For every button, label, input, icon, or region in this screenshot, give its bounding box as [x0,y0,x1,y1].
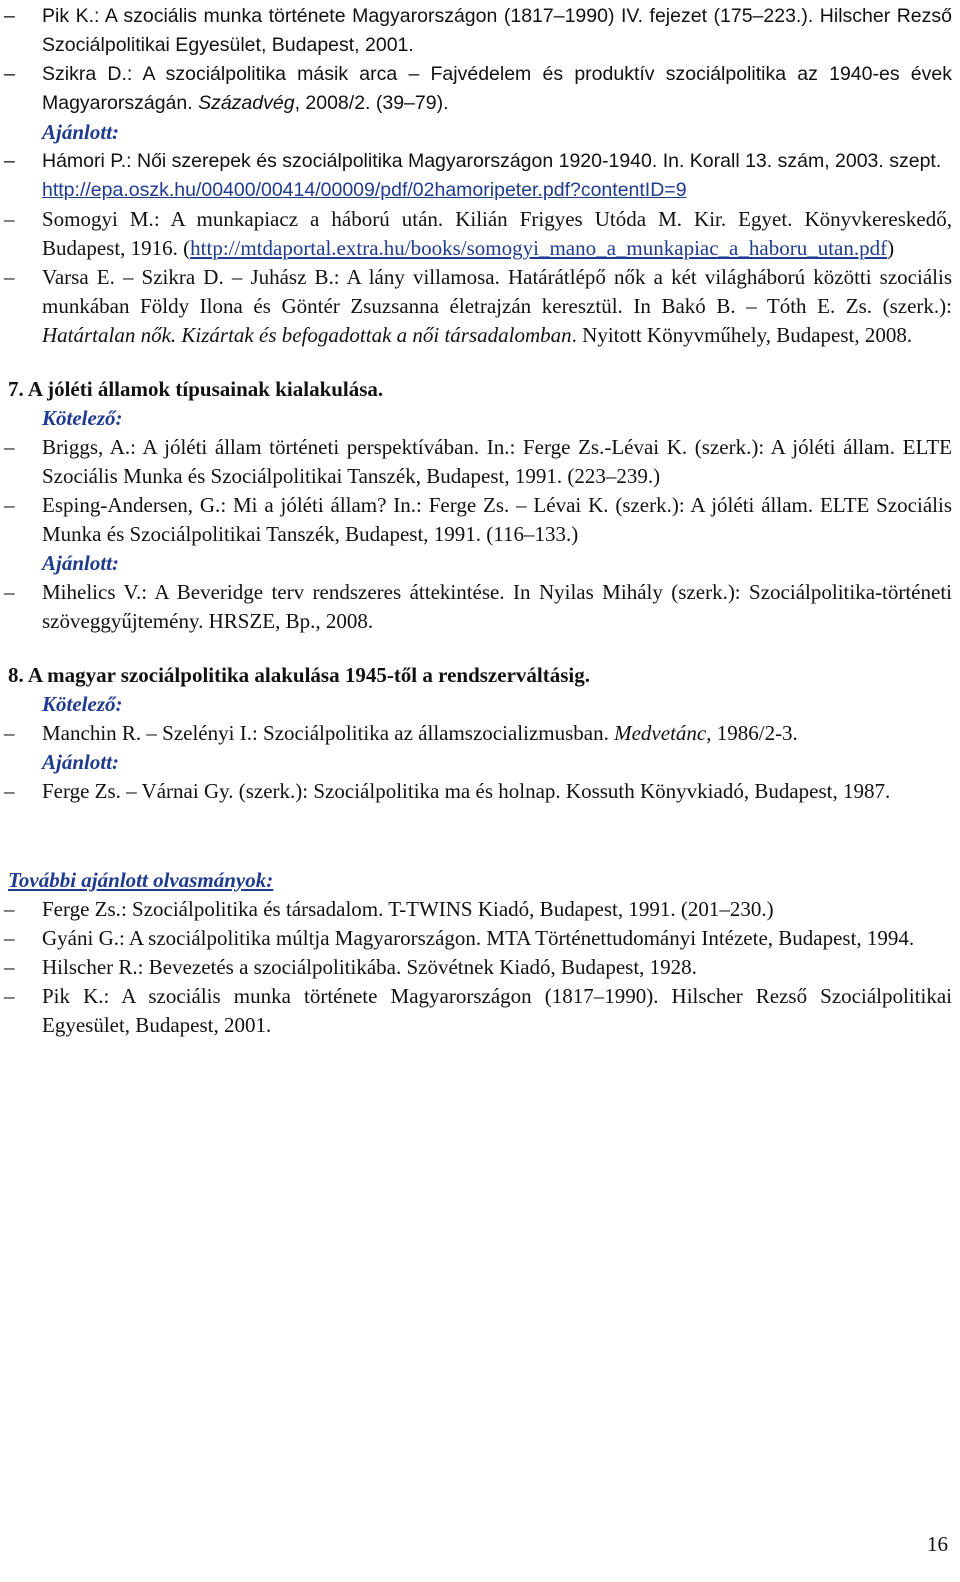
list-item [4,924,952,953]
list-item [4,263,952,350]
dash-bullet: – [4,493,15,517]
entry-author: Manchin R. – Szelényi I. [42,721,252,745]
list-item [4,491,953,549]
entry-text: (szerk.): Szociálpolitika ma és holnap. Kossuth Könyvkiadó, Budapest, 1987. [233,779,891,803]
dash-bullet: – [4,926,15,950]
entry-author: Hilscher R. [42,955,138,979]
entry-author: Szikra D. [42,63,127,85]
dash-bullet: – [4,955,15,979]
entry-text: : A jóléti állam történeti perspektívában. In.: Ferge Zs.-Lévai K. (szerk.): A jóléti állam. ELTE Szociális Munka és Szociálpolitikai Tanszék, Budapest, 1991. (223–239.) [42,435,953,488]
section-heading: 8. A magyar szociálpolitika alakulása 1945-től a rendszerváltásig. [8,663,590,687]
dash-bullet: – [4,265,15,289]
list-item [4,982,952,1040]
further-readings-heading: További ajánlott olvasmányok: [8,868,274,892]
entry-text: : A szociális munka története Magyarországon (1817–1990). Hilscher Rezső Szociálpolitikai Egyesület, Budapest, 2001. [42,984,952,1037]
pdf-link[interactable]: http://epa.oszk.hu/00400/00414/00009/pdf/02hamoripeter.pdf?contentID=9 [42,179,687,201]
recommended-label: Ajánlott: [42,551,120,575]
entry-journal: Századvég [198,92,295,114]
recommended-label: Ajánlott: [42,120,120,144]
entry-author: Ferge Zs. [42,897,121,921]
list-item [4,2,952,60]
entry-tail: , 1986/2-3. [706,721,798,745]
entry-text: : A Beveridge terv rendszeres áttekintése. In Nyilas Mihály (szerk.): Szociálpolitika-történeti szöveggyűjtemény. HRSZE, Bp., 2008. [42,580,952,633]
entry-author: Briggs, A. [42,435,131,459]
dash-bullet: – [4,150,15,172]
dash-bullet: – [4,721,15,745]
dash-bullet: – [4,5,15,27]
entry-text: Pik K.: A szociális munka története Magyarországon (1817–1990) IV. fejezet (175–223.). Hilscher Rezső Szociálpolitikai Egyesület, Budapest, 2001. [42,5,952,56]
entry-text: : A lány villamosa. Határátlépő nők a két világháború közötti szociális munkában Földy Ilona és Göntér Zsuzsanna életrajzán keresztül. In Bakó B. – Tóth E. Zs. (szerk.): [42,265,952,318]
entry-journal: Medvetánc [614,721,707,745]
entry-tail: . Nyitott Könyvműhely, Budapest, 2008. [571,323,913,347]
list-item [4,60,952,118]
entry-author: Hámori P. [42,150,127,172]
mandatory-label: Kötelező: [42,406,123,430]
section-heading: 7. A jóléti államok típusainak kialakulása. [8,377,384,401]
entry-text: : A munkapiacz a háború után. Kilián Frigyes Utóda M. Kir. Egyet. Könyvkereskedő, Budapest, 1916. ( [42,207,952,260]
mandatory-label: Kötelező: [42,692,123,716]
entry-text: : Bevezetés a szociálpolitikába. Szövétnek Kiadó, Budapest, 1928. [137,955,697,979]
entry-tail: , 2008/2. (39–79). [294,92,449,114]
page-number: 16 [927,1532,948,1556]
list-item [4,895,952,924]
entry-text: : Szociálpolitika az államszocializmusban. [251,721,615,745]
entry-text: : Szociálpolitika és társadalom. T-TWINS Kiadó, Budapest, 1991. (201–230.) [120,897,774,921]
list-item [4,953,952,982]
dash-bullet: – [4,984,15,1008]
entry-text: : Mi a jóléti állam? In.: Ferge Zs. – Lévai K. (szerk.): A jóléti állam. ELTE Szociális Munka és Szociálpolitikai Tanszék, Budapest, 1991. (116–133.) [42,493,953,546]
entry-text: : A szociálpolitika másik arca – Fajvédelem és produktív szociálpolitika az 1940-es évek Magyarországán. [42,63,952,114]
spacer [0,350,960,375]
entry-author: Somogyi M. [42,207,154,231]
entry-author: Gyáni G. [42,926,119,950]
list-item [4,433,953,491]
dash-bullet: – [4,580,15,604]
list-item [4,578,952,636]
entry-book-title: Határtalan nők. Kizártak és befogadottak a női társadalomban [42,323,572,347]
entry-author: Ferge Zs. – Várnai Gy. [42,779,234,803]
list-item [4,205,952,263]
list-item [4,719,952,748]
dash-bullet: – [4,207,15,231]
entry-author: Mihelics V. [42,580,142,604]
dash-bullet: – [4,897,15,921]
entry-tail: ) [887,236,895,260]
dash-bullet: – [4,63,15,85]
spacer [0,636,960,661]
entry-text: : A szociálpolitika múltja Magyarországon. MTA Történettudományi Intézete, Budapest, 1994. [119,926,915,950]
spacer [0,806,960,866]
list-item [4,777,952,806]
entry-author: Pik K. [42,984,104,1008]
document-body [0,2,960,1040]
recommended-label: Ajánlott: [42,750,120,774]
entry-author: Esping-Andersen, G. [42,493,221,517]
list-item [4,147,952,205]
dash-bullet: – [4,435,15,459]
dash-bullet: – [4,779,15,803]
pdf-link[interactable]: http://mtdaportal.extra.hu/books/somogyi_mano_a_munkapiac_a_haboru_utan.pdf [190,236,888,260]
entry-text: : Női szerepek és szociálpolitika Magyarországon 1920-1940. In. Korall 13. szám, 2003. szept. [126,150,942,172]
entry-author: Varsa E. – Szikra D. – Juhász B. [42,265,334,289]
